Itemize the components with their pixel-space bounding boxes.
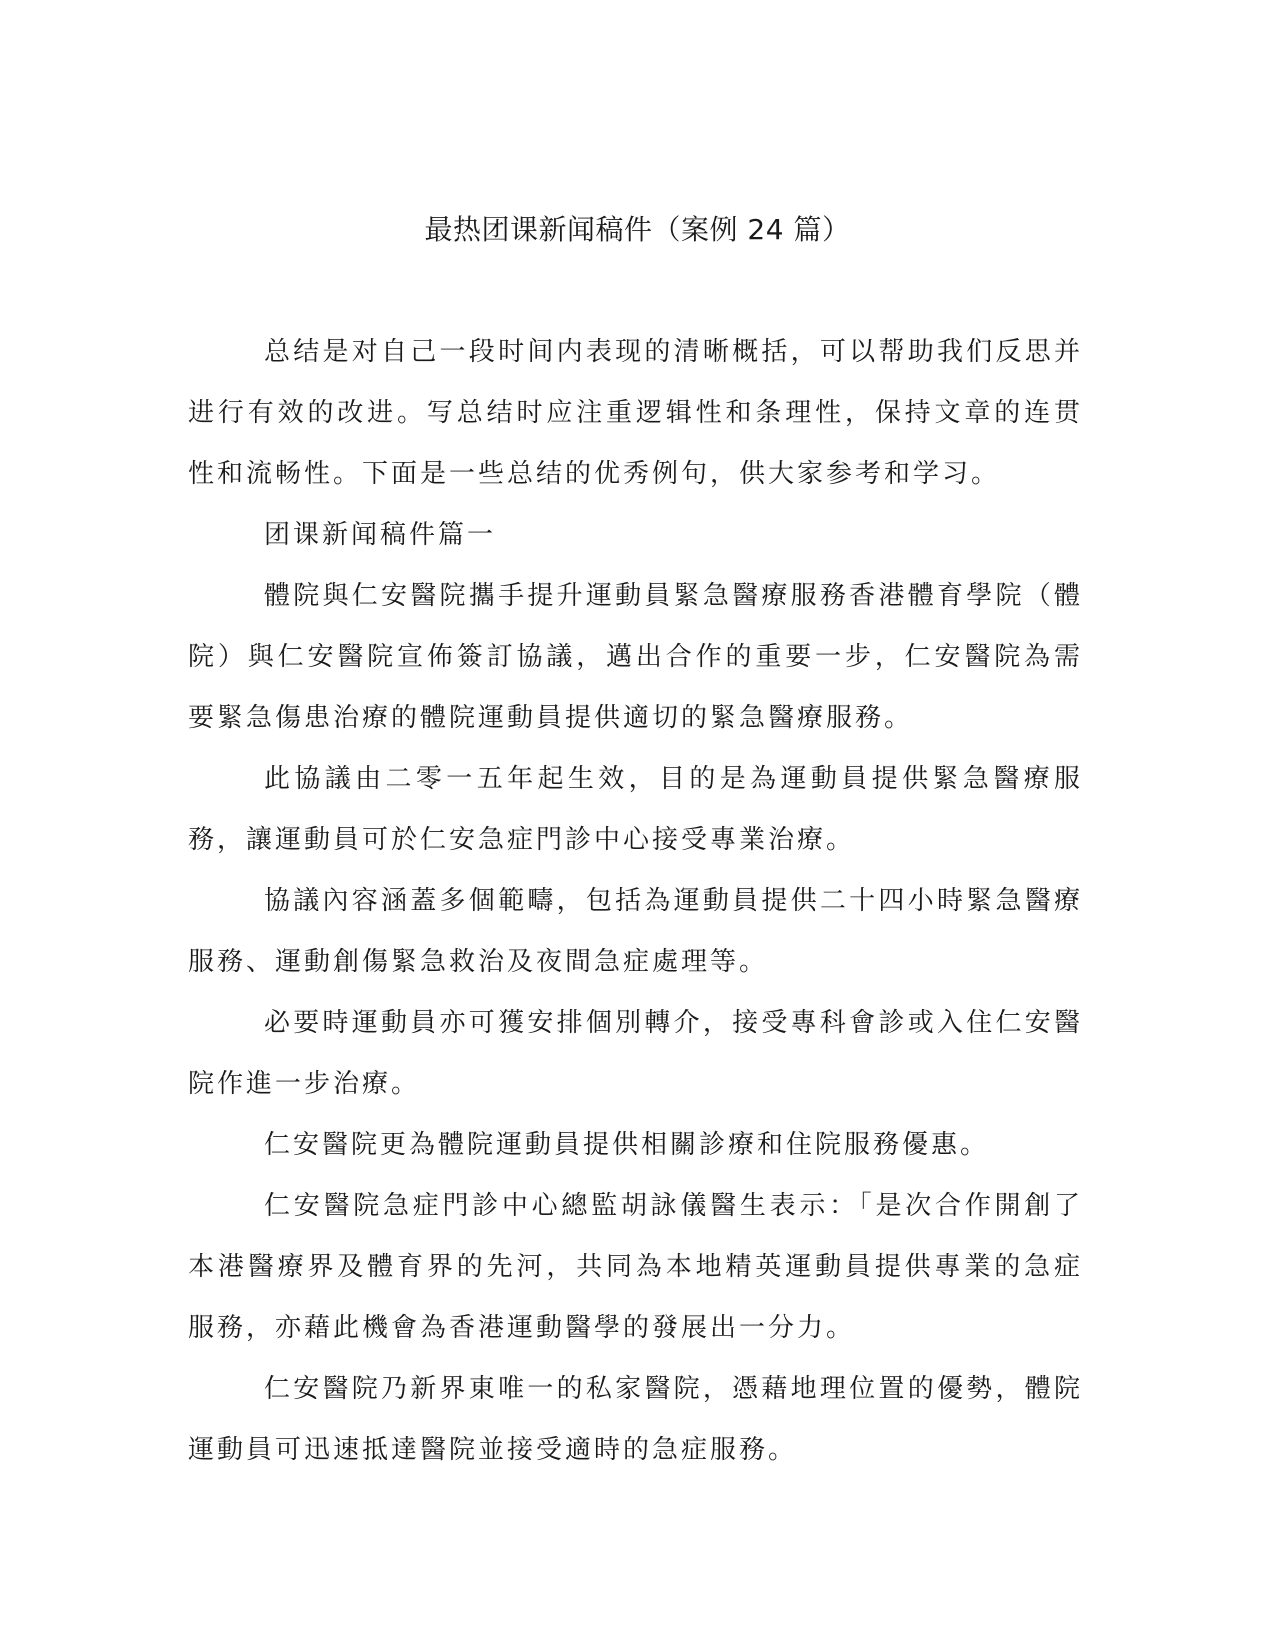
paragraph: 仁安醫院乃新界東唯一的私家醫院，憑藉地理位置的優勢，體院運動員可迅速抵達醫院並接受適時的急症服務。 bbox=[188, 1374, 1083, 1465]
paragraph: 必要時運動員亦可獲安排個別轉介，接受專科會診或入住仁安醫院作進一步治療。 bbox=[188, 1008, 1083, 1099]
paragraph: 協議內容涵蓋多個範疇，包括為運動員提供二十四小時緊急醫療服務、運動創傷緊急救治及夜間急症處理等。 bbox=[188, 886, 1083, 977]
paragraph: 此協議由二零一五年起生效，目的是為運動員提供緊急醫療服務，讓運動員可於仁安急症門診中心接受專業治療。 bbox=[188, 764, 1083, 855]
section-heading: 团课新闻稿件篇一 bbox=[264, 520, 497, 550]
paragraph-intro: 总结是对自己一段时间内表现的清晰概括，可以帮助我们反思并进行有效的改进。写总结时应注重逻辑性和条理性，保持文章的连贯性和流畅性。下面是一些总结的优秀例句，供大家参考和学习。 bbox=[188, 337, 1083, 489]
paragraph: 仁安醫院更為體院運動員提供相關診療和住院服務優惠。 bbox=[264, 1130, 990, 1160]
document-body bbox=[188, 322, 1083, 1481]
document-title: 最热团课新闻稿件（案例 24 篇） bbox=[424, 213, 851, 246]
paragraph: 體院與仁安醫院攜手提升運動員緊急醫療服務香港體育學院（體院）與仁安醫院宣佈簽訂協議，邁出合作的重要一步，仁安醫院為需要緊急傷患治療的體院運動員提供適切的緊急醫療服務。 bbox=[188, 581, 1083, 733]
paragraph: 仁安醫院急症門診中心總監胡詠儀醫生表示：「是次合作開創了本港醫療界及體育界的先河，共同為本地精英運動員提供專業的急症服務，亦藉此機會為香港運動醫學的發展出一分力。 bbox=[188, 1191, 1083, 1343]
